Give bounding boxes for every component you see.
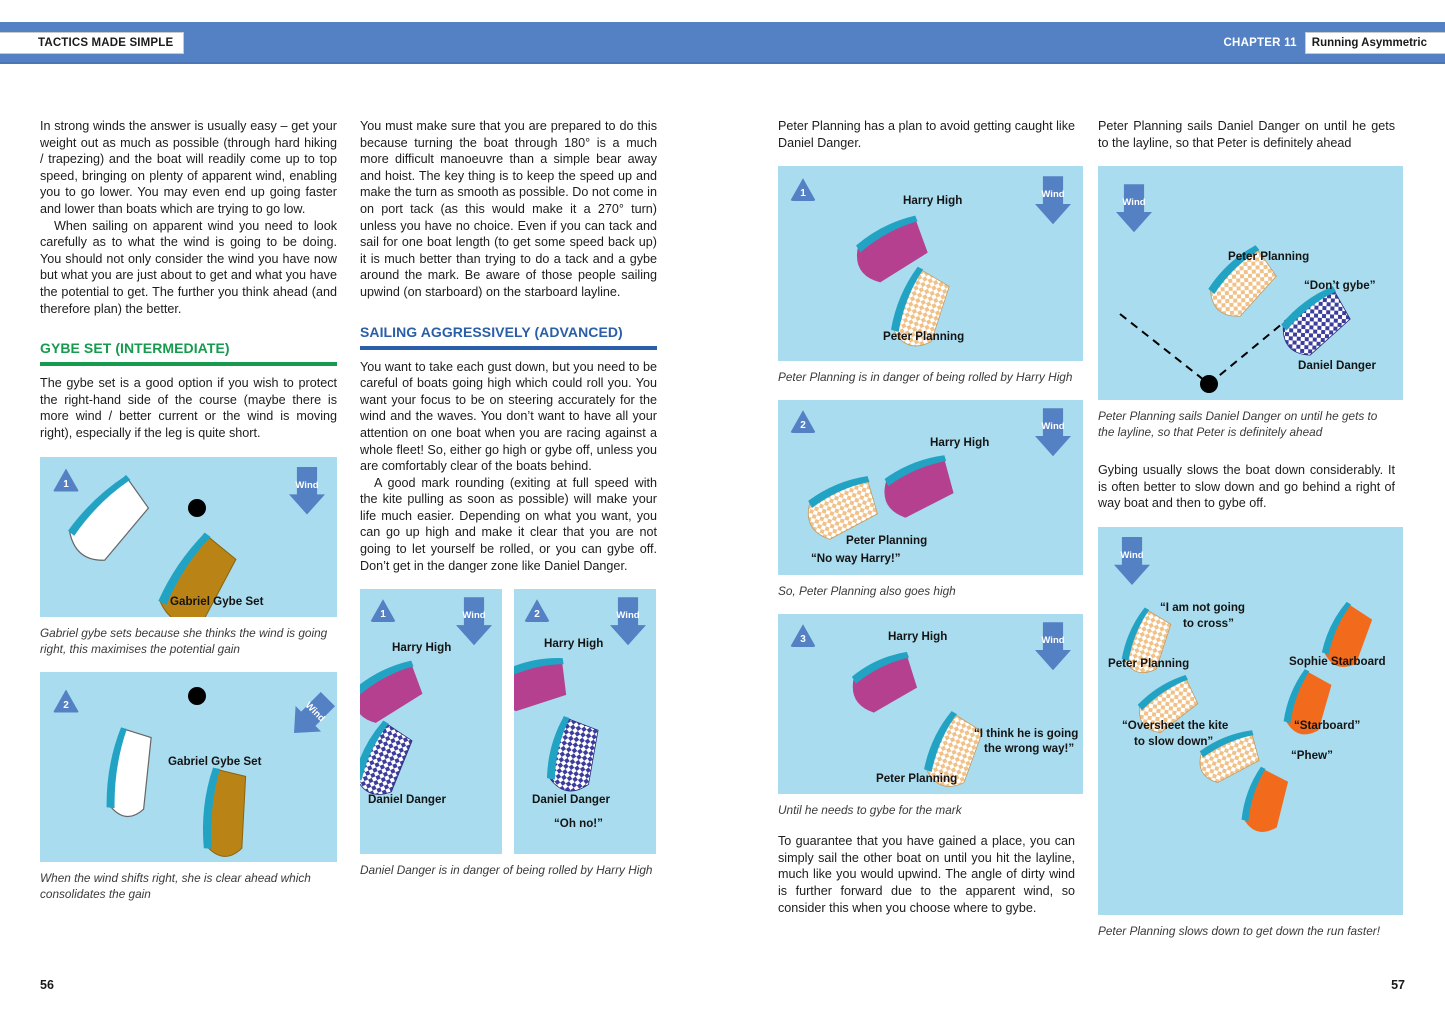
paragraph: In strong winds the answer is usually easy – get your weight out as much as possible (through hard hiking / trapezing) and the boat will readily come up to top speed, bringing on plenty of apparent wind, enabling you to go lower. You may even end up going faster and lower than boats which are trying to go low. (40, 119, 337, 216)
section-rule (360, 346, 657, 350)
boat-label-peter: Peter Planning (1228, 250, 1310, 264)
wind-label: Wind (462, 610, 486, 622)
speech-label-wrong-way-line2: the wrong way!” (984, 742, 1075, 756)
speech-label-oversheet-line2: to slow down” (1134, 734, 1214, 748)
figure-pair-danger (360, 589, 657, 854)
speech-label-dont-gybe: “Don’t gybe” (1304, 279, 1376, 293)
figure-peter-1 (778, 166, 1083, 361)
boat-label-peter: Peter Planning (876, 772, 958, 786)
boat-label-daniel: Daniel Danger (1298, 359, 1376, 373)
figure-caption: Until he needs to gybe for the mark (778, 803, 962, 818)
wind-arrow-icon (1114, 537, 1150, 585)
figure-danger-1 (360, 589, 502, 854)
speech-label-starboard: “Starboard” (1294, 718, 1361, 732)
boat-label-harry: Harry High (392, 641, 452, 655)
page-number-right: 57 (1391, 978, 1405, 992)
course-mark-icon (1200, 375, 1218, 393)
boat-label-peter: Peter Planning (1108, 656, 1190, 670)
wind-arrow-icon (1035, 622, 1071, 670)
wind-arrow-icon (289, 467, 325, 515)
column-2 (360, 118, 657, 878)
step-badge: 2 (53, 690, 79, 713)
wind-label: Wind (1041, 635, 1065, 647)
step-badge: 1 (370, 599, 396, 622)
wind-arrow-icon (456, 597, 492, 645)
wind-label: Wind (616, 610, 640, 622)
speech-label-not-crossing-line2: to cross” (1183, 616, 1234, 630)
page-right (723, 0, 1445, 1020)
step-badge: 2 (524, 599, 550, 622)
figure-slow-down (1098, 527, 1403, 915)
figure-gybe-set-1 (40, 457, 337, 617)
figure-caption: Daniel Danger is in danger of being rolled by Harry High (360, 863, 653, 878)
chapter-number: CHAPTER 11 (1223, 37, 1297, 49)
wind-label: Wind (1041, 189, 1065, 201)
paragraph: Peter Planning sails Daniel Danger on until he gets to the layline, so that Peter is definitely ahead (1098, 119, 1395, 150)
wind-arrow-icon (1116, 184, 1152, 232)
wind-arrow-icon (1035, 408, 1071, 456)
figure-caption: Peter Planning is in danger of being rolled by Harry High (778, 370, 1073, 385)
column-3 (778, 118, 1079, 916)
book-title: TACTICS MADE SIMPLE (38, 37, 174, 49)
figure-danger-2 (514, 589, 656, 854)
wind-label: Wind (295, 479, 319, 491)
figure-layline (1098, 166, 1403, 400)
paragraph: A good mark rounding (exiting at full speed with the kite pulling as soon as possible) will make your life much easier. Depending on what you want, you can go up high and make it clear that you are not going to let yourself be rolled, or you can gybe off. Don’t get in the danger zone like Daniel Danger. (360, 475, 657, 573)
column-4 (1098, 118, 1395, 939)
figure-caption: Peter Planning sails Daniel Danger on until he gets to the layline, so that Peter is definitely ahead (1098, 409, 1378, 440)
paragraph: Gybing usually slows the boat down considerably. It is often better to slow down and go behind a right of way boat and then to gybe off. (1098, 463, 1395, 511)
paragraph: When sailing on apparent wind you need to look carefully as to what the wind is going to be doing. You should not only consider the wind you have now but what you are just about to get and what you have the potential to get. The further you think ahead (and therefore plan) the better. (40, 218, 337, 316)
boat-label-gabriel: Gabriel Gybe Set (168, 754, 262, 768)
boat-label-peter: Peter Planning (883, 330, 965, 344)
step-badge: 1 (790, 178, 816, 201)
figure-caption: So, Peter Planning also goes high (778, 584, 956, 599)
paragraph: You want to take each gust down, but you need to be careful of boats going high which could roll you. You want your focus to be on steering accurately for the wind and the waves. You don’t want to have all your attention on one boat when you are racing against a whole fleet! So, either go high or gybe off, unless you are comfortably clear of the boats behind. (360, 359, 657, 474)
page-left (0, 0, 722, 1020)
paragraph: You must make sure that you are prepared to do this because turning the boat through 180° is a much more difficult manoeuvre than a simple bear away and hoist. The key thing is to keep the speed up and make the turn as smooth as possible. Do not come in on port tack (as this would make it a 270° turn) unless you have no choice. Even if you can tack and sail for one boat length (to get some speed back up) it is much better than trying to do a tack and a gybe around the mark. Be aware of those people sailing upwind (on starboard) on the starboard layline. (360, 119, 657, 299)
paragraph: Peter Planning has a plan to avoid getting caught like Daniel Danger. (778, 119, 1075, 150)
speech-label-phew: “Phew” (1291, 748, 1333, 762)
figure-caption: Gabriel gybe sets because she thinks the wind is going right, this maximises the potential gain (40, 625, 328, 656)
wind-arrow-icon (610, 597, 646, 645)
page-number-left: 56 (40, 978, 54, 992)
section-heading-sailing-aggressively: SAILING AGGRESSIVELY (ADVANCED) (360, 323, 623, 340)
wind-label: Wind (1041, 421, 1065, 433)
boat-label-daniel: Daniel Danger (368, 793, 446, 807)
section-rule (40, 362, 337, 366)
figure-caption: When the wind shifts right, she is clear ahead which consolidates the gain (40, 870, 311, 901)
boat-label-harry: Harry High (903, 194, 963, 208)
speech-label-wrong-way-line1: “I think he is going (974, 727, 1079, 741)
speech-label-not-crossing-line1: “I am not going (1160, 600, 1246, 614)
wind-label: Wind (1120, 549, 1144, 561)
step-badge: 1 (53, 469, 79, 492)
course-mark-icon (188, 499, 206, 517)
wind-arrow-icon (1035, 176, 1071, 224)
chapter-title: Running Asymmetric (1305, 32, 1445, 54)
section-heading-gybe-set: GYBE SET (INTERMEDIATE) (40, 340, 230, 357)
step-badge: 2 (790, 410, 816, 433)
boat-label-daniel: Daniel Danger (532, 793, 610, 807)
speech-label-oh-no: “Oh no!” (554, 817, 603, 831)
boat-label-gabriel: Gabriel Gybe Set (170, 594, 264, 608)
wind-label: Wind (1122, 197, 1146, 209)
figure-caption: Peter Planning slows down to get down the run faster! (1098, 923, 1380, 938)
boat-label-harry: Harry High (930, 436, 990, 450)
boat-label-harry: Harry High (544, 637, 604, 651)
course-mark-icon (188, 687, 206, 705)
figure-gybe-set-2 (40, 672, 337, 862)
speech-label-no-way-harry: “No way Harry!” (811, 552, 901, 566)
paragraph: The gybe set is a good option if you wish to protect the right-hand side of the course (maybe there is more wind / better current or the wind is moving right), especially if the leg is quite short. (40, 376, 337, 440)
boat-label-peter: Peter Planning (846, 534, 928, 548)
figure-peter-2 (778, 400, 1083, 575)
speech-label-oversheet-line1: “Oversheet the kite (1122, 718, 1229, 732)
column-1 (40, 118, 337, 902)
boat-label-sophie: Sophie Starboard (1289, 654, 1386, 668)
step-badge: 3 (790, 624, 816, 647)
paragraph: To guarantee that you have gained a place, you can simply sail the other boat on until you hit the layline, much like you would upwind. The angle of dirty wind is further forward due to the apparent wind, so consider this when you choose where to gybe. (778, 834, 1075, 915)
wind-label: Wind (302, 699, 327, 724)
boat-label-harry: Harry High (888, 630, 948, 644)
figure-peter-3 (778, 614, 1083, 794)
